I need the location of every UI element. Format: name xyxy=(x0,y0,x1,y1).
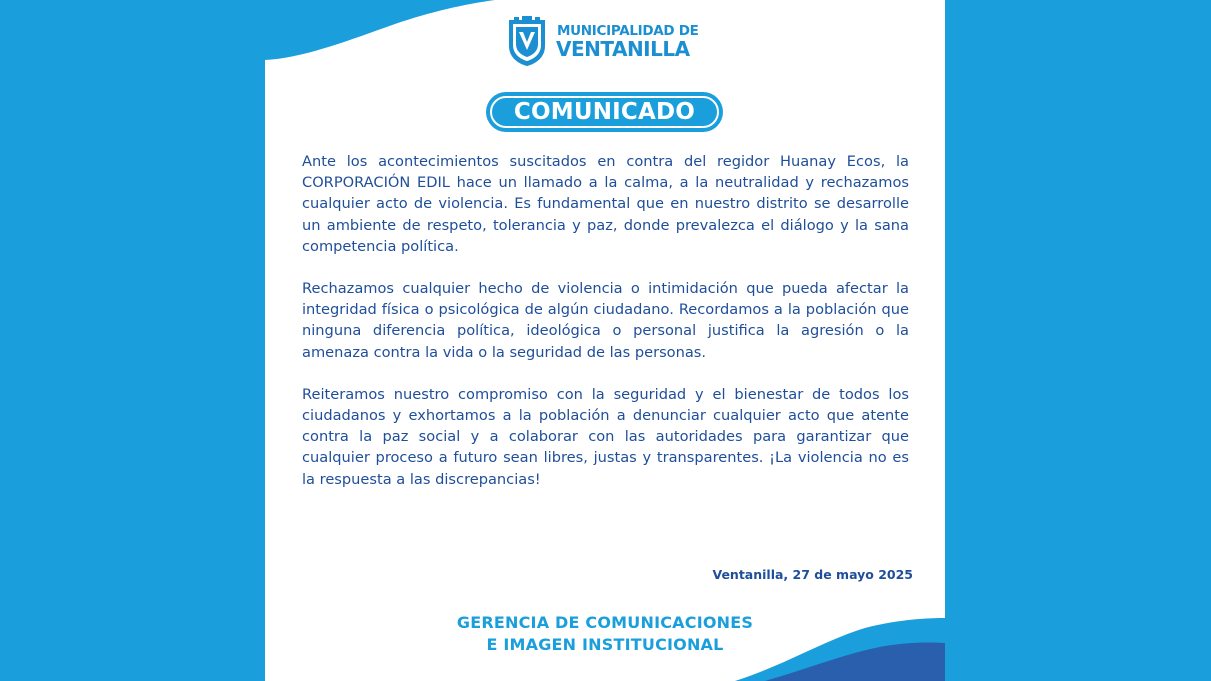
municipal-shield-icon xyxy=(505,16,549,68)
municipality-logo xyxy=(505,16,705,70)
footer-line-2: E IMAGEN INSTITUCIONAL xyxy=(486,635,724,654)
badge-label: COMUNICADO xyxy=(490,96,719,128)
logo-line-1: MUNICIPALIDAD DE xyxy=(557,23,699,39)
paragraph-2: Rechazamos cualquier hecho de violencia o intimidación que pueda afectar la integridad física o psicológica de algún ciudadano. Recordamos a la población que ninguna diferencia política, ideológica o personal justifica la agresión o la amenaza contra la vida o la seguridad de las personas. xyxy=(302,280,909,361)
date-line: Ventanilla, 27 de mayo 2025 xyxy=(712,567,913,582)
paragraph-1: Ante los acontecimientos suscitados en contra del regidor Huanay Ecos, la CORPORACIÓN EDIL hace un llamado a la calma, a la neutralidad y rechazamos cualquier acto de violencia. Es fundamental que en nuestro distrito se desarrolle un ambiente de respeto, tolerancia y paz, donde prevalezca el diálogo y la sana competencia política. xyxy=(302,153,909,255)
paragraph-3: Reiteramos nuestro compromiso con la seguridad y el bienestar de todos los ciudadanos y exhortamos a la población a denunciar cualquier acto que atente contra la paz social y a colaborar con las autoridades para garantizar que cualquier proceso a futuro sean libres, justas y transparentes. ¡La violencia no es la respuesta a las discrepancias! xyxy=(302,385,909,488)
signature-footer xyxy=(265,612,945,656)
communique-document xyxy=(265,0,945,681)
comunicado-badge xyxy=(486,92,723,132)
logo-line-2: VENTANILLA xyxy=(556,37,690,61)
communique-body xyxy=(302,151,909,511)
footer-line-1: GERENCIA DE COMUNICACIONES xyxy=(456,613,754,632)
